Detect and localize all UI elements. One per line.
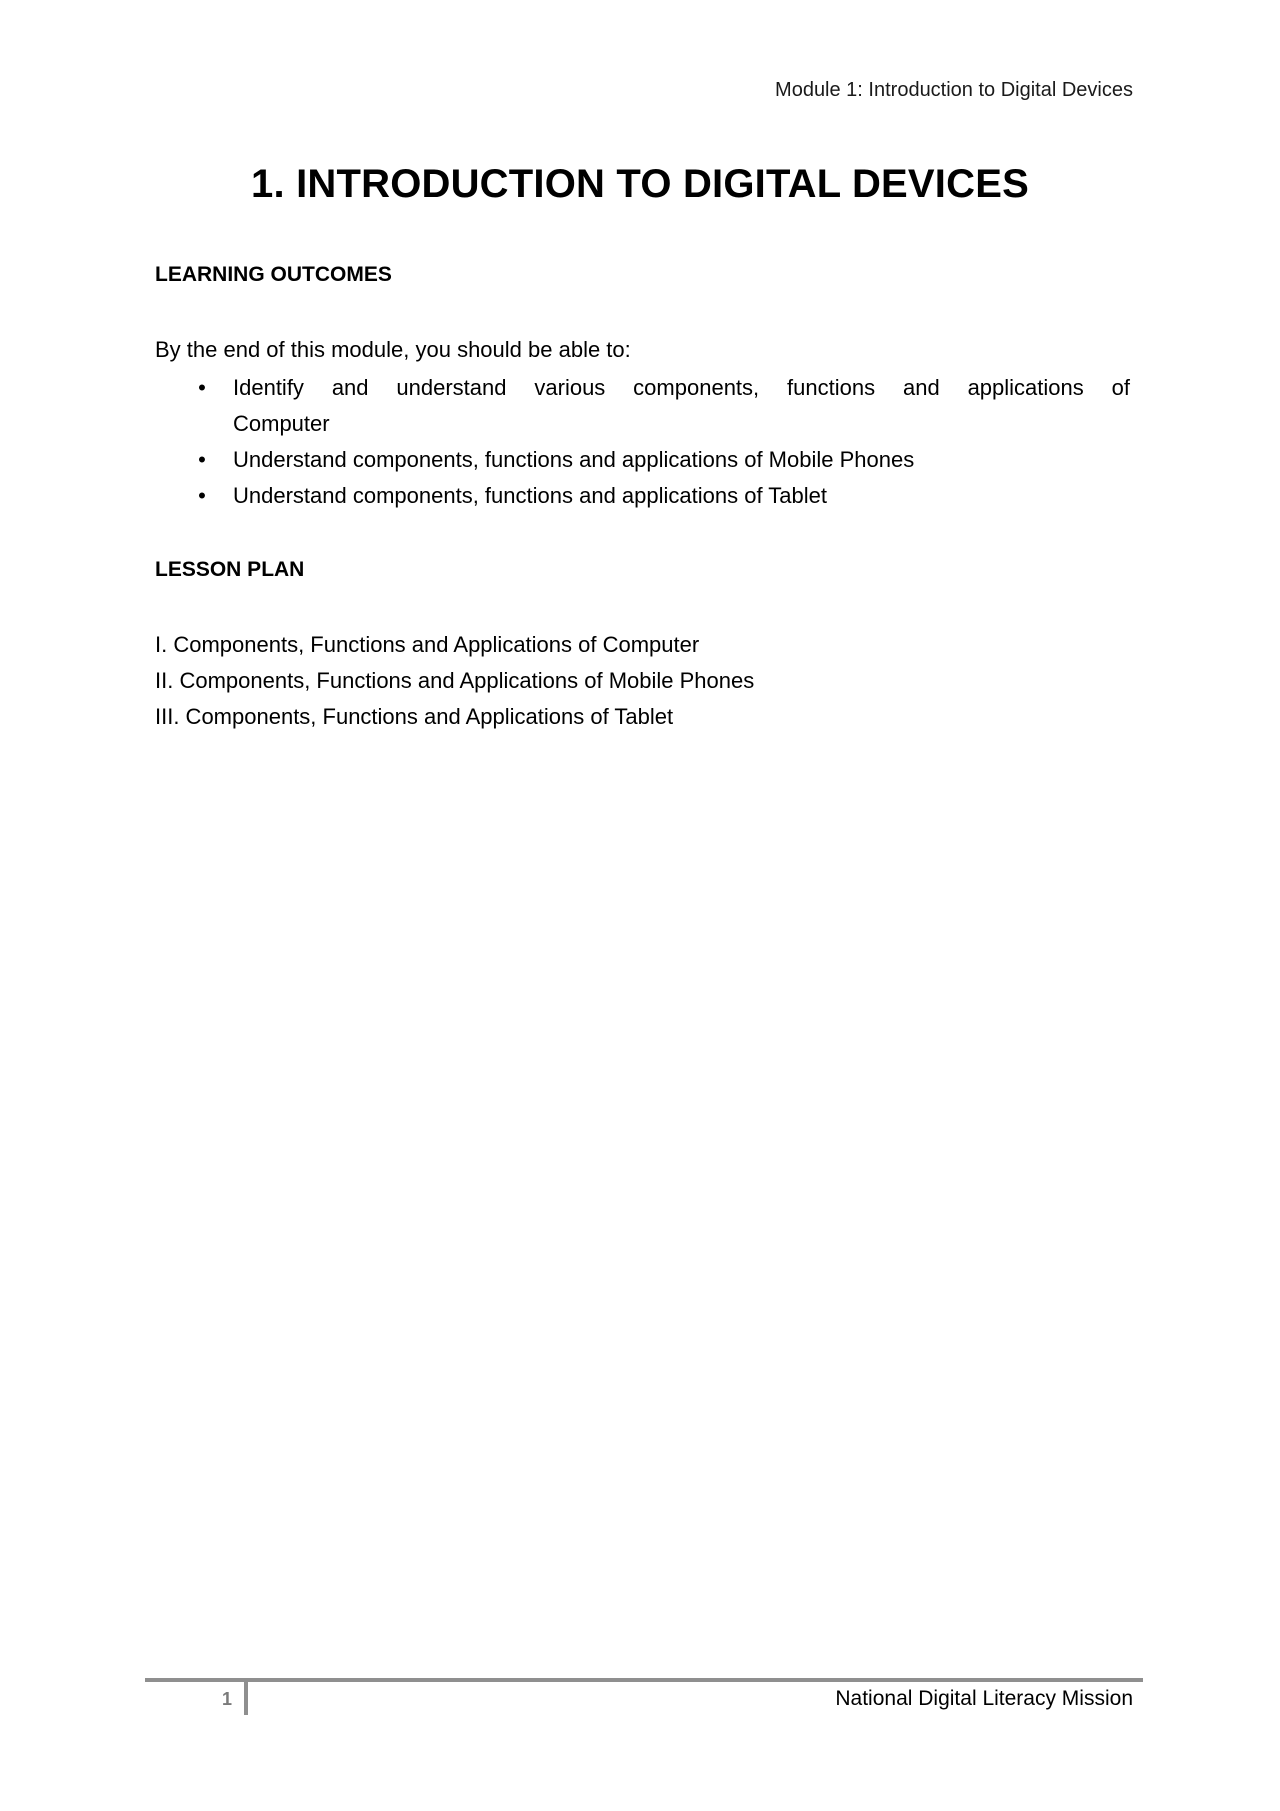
list-item <box>155 442 1130 478</box>
outcome-text: Identify and understand various components, functions and applications of Computer <box>233 375 1130 436</box>
learning-outcomes-intro: By the end of this module, you should be able to: <box>155 337 631 362</box>
list-item: I. Components, Functions and Applications of Computer <box>155 632 700 657</box>
learning-outcomes-heading: LEARNING OUTCOMES <box>155 263 392 286</box>
list-item: III. Components, Functions and Applications of Tablet <box>155 704 674 729</box>
list-item <box>155 478 1130 514</box>
learning-outcomes-list <box>155 370 1130 514</box>
running-header: Module 1: Introduction to Digital Devices <box>775 79 1133 101</box>
bullet-icon: • <box>198 447 206 472</box>
outcome-text: Understand components, functions and applications of Tablet <box>233 483 827 508</box>
footer-rule <box>145 1678 1143 1682</box>
footer-divider <box>244 1682 248 1715</box>
bullet-icon: • <box>198 375 206 400</box>
outcome-text: Understand components, functions and applications of Mobile Phones <box>233 447 915 472</box>
lesson-plan-heading: LESSON PLAN <box>155 558 305 581</box>
list-item <box>155 370 1130 442</box>
list-item: II. Components, Functions and Applications of Mobile Phones <box>155 668 755 693</box>
page-title: 1. INTRODUCTION TO DIGITAL DEVICES <box>251 162 1029 206</box>
bullet-icon: • <box>198 483 206 508</box>
footer-organization: National Digital Literacy Mission <box>835 1687 1133 1710</box>
lesson-plan-list <box>155 627 754 735</box>
page-number: 1 <box>222 1689 233 1709</box>
